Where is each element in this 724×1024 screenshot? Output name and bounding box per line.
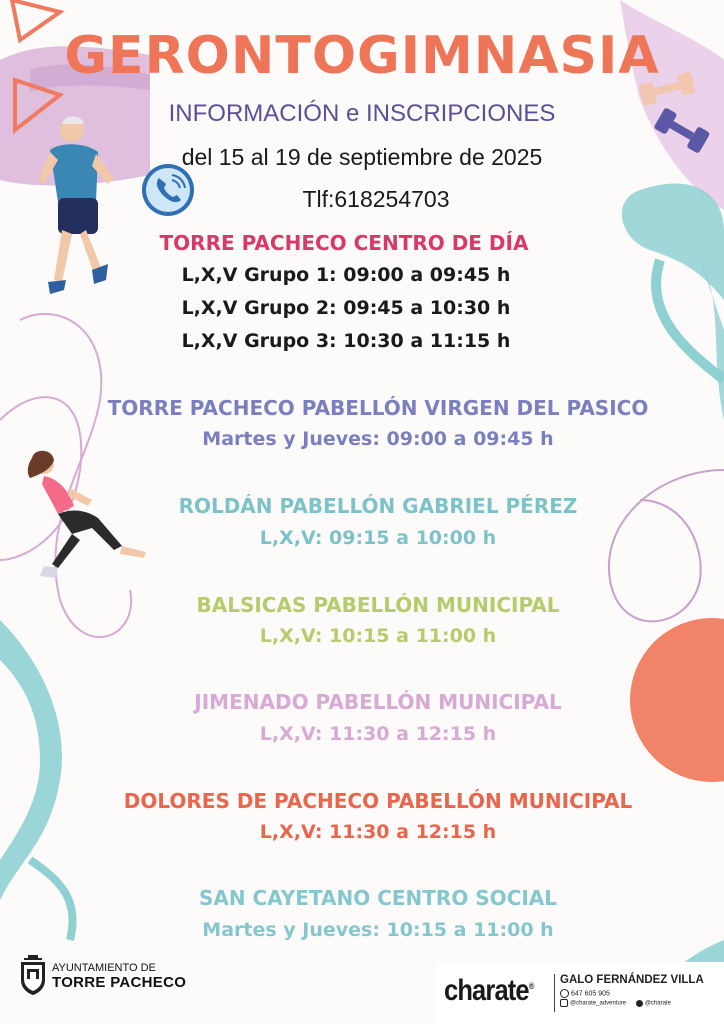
venue-title: TORRE PACHECO CENTRO DE DÍA	[159, 231, 529, 255]
sponsor-phone: 647 605 905	[560, 989, 610, 998]
schedule-line: Martes y Jueves: 09:00 a 09:45 h	[202, 428, 554, 450]
schedule-line: L,X,V: 11:30 a 12:15 h	[259, 723, 497, 745]
page-title: GERONTOGIMNASIA	[64, 26, 660, 86]
council-name-line2: TORRE PACHECO	[52, 974, 187, 991]
registration-dates: del 15 al 19 de septiembre de 2025	[181, 144, 543, 170]
schedule-line: Martes y Jueves: 10:15 a 11:00 h	[202, 919, 554, 941]
schedule-line: L,X,V: 11:30 a 12:15 h	[259, 821, 497, 843]
phone-number: Tlf:618254703	[302, 186, 450, 212]
council-name-line1: AYUNTAMIENTO DE	[52, 962, 156, 974]
schedule-line: L,X,V: 09:15 a 10:00 h	[259, 527, 497, 549]
info-heading: INFORMACIÓN e INSCRIPCIONES	[168, 100, 556, 127]
venue-title: BALSICAS PABELLÓN MUNICIPAL	[196, 593, 560, 617]
schedule-line: L,X,V Grupo 2: 09:45 a 10:30 h	[181, 297, 511, 319]
instagram-icon	[560, 999, 568, 1007]
sponsor-person: GALO FERNÁNDEZ VILLA	[560, 974, 704, 986]
venue-title: TORRE PACHECO PABELLÓN VIRGEN DEL PASICO	[107, 396, 649, 420]
woman-exercise-illustration	[22, 448, 152, 598]
coat-of-arms-icon	[18, 954, 48, 996]
schedule-line: L,X,V: 10:15 a 11:00 h	[259, 625, 497, 647]
council-logo	[18, 952, 187, 1002]
schedule-line: L,X,V Grupo 1: 09:00 a 09:45 h	[181, 264, 511, 286]
venue-title: JIMENADO PABELLÓN MUNICIPAL	[194, 690, 562, 714]
schedule-line: L,X,V Grupo 3: 10:30 a 11:15 h	[181, 330, 511, 352]
sponsor-brand: charate®	[444, 974, 534, 1007]
divider	[554, 974, 555, 1012]
venue-title: DOLORES DE PACHECO PABELLÓN MUNICIPAL	[123, 789, 633, 813]
venue-title: SAN CAYETANO CENTRO SOCIAL	[198, 886, 558, 910]
sponsor-social: @charate_adventure @charate	[560, 999, 671, 1007]
sponsor-block	[436, 962, 724, 1024]
facebook-icon	[636, 1000, 643, 1007]
venue-title: ROLDÁN PABELLÓN GABRIEL PÉREZ	[178, 494, 578, 518]
whatsapp-icon	[560, 989, 569, 998]
